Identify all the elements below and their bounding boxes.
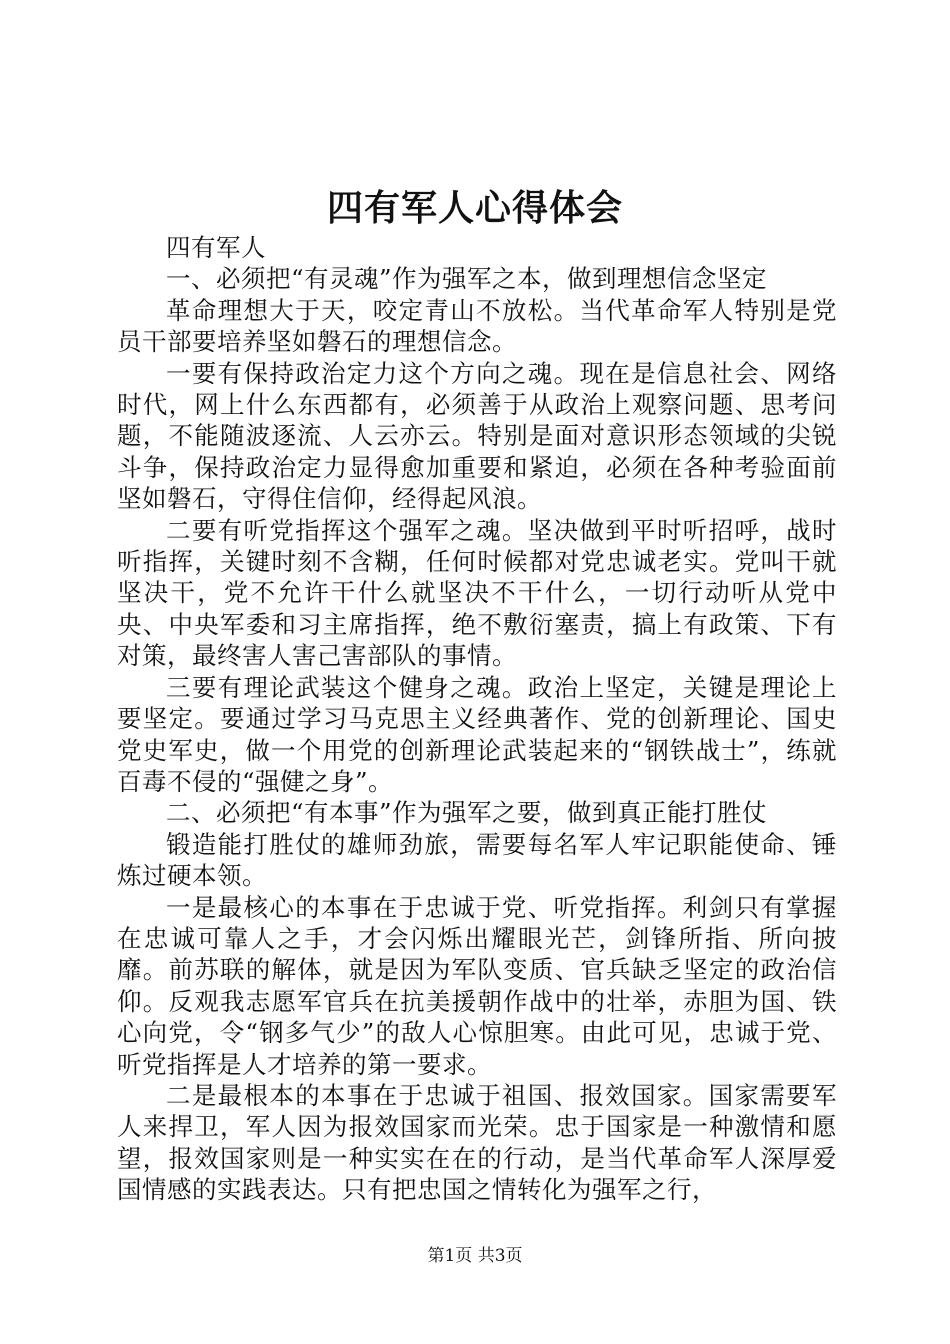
paragraph: 锻造能打胜仗的雄师劲旅，需要每名军人牢记职能使命、锤炼过硬本领。 (117, 829, 837, 891)
paragraph: 一是最核心的本事在于忠诚于党、听党指挥。利剑只有掌握在忠诚可靠人之手，才会闪烁出耀眼光芒，剑锋所指、所向披靡。前苏联的解体，就是因为军队变质、官兵缺乏坚定的政治信仰。反观我志愿军官兵在抗美援朝作战中的壮举，赤胆为国、铁心向党，令“钢多气少”的敌人心惊胆寒。由此可见，忠诚于党、听党指挥是人才培养的第一要求。 (117, 892, 837, 1079)
document-body (117, 232, 837, 1206)
document-title: 四有军人心得体会 (326, 187, 623, 229)
paragraph: 二要有听党指挥这个强军之魂。坚决做到平时听招呼，战时听指挥，关键时刻不含糊，任何时候都对党忠诚老实。党叫干就坚决干，党不允许干什么就坚决不干什么，一切行动听从党中央、中央军委和习主席指挥，绝不敷衍塞责，搞上有政策、下有对策，最终害人害己害部队的事情。 (117, 515, 837, 671)
paragraph: 三要有理论武装这个健身之魂。政治上坚定，关键是理论上要坚定。要通过学习马克思主义经典著作、党的创新理论、国史党史军史，做一个用党的创新理论武装起来的“钢铁战士”，练就百毒不侵的“强健之身”。 (117, 672, 837, 796)
paragraph: 四有军人 (166, 233, 266, 262)
paragraph: 一要有保持政治定力这个方向之魂。现在是信息社会、网络时代，网上什么东西都有，必须善于从政治上观察问题、思考问题，不能随波逐流、人云亦云。特别是面对意识形态领域的尖锐斗争，保持政治定力显得愈加重要和紧迫，必须在各种考验面前坚如磐石，守得住信仰，经得起风浪。 (117, 358, 837, 514)
paragraph: 革命理想大于天，咬定青山不放松。当代革命军人特别是党员干部要培养坚如磐石的理想信念。 (117, 295, 837, 357)
section-heading: 一、必须把“有灵魂”作为强军之本，做到理想信念坚定 (166, 264, 768, 294)
page-number-footer: 第1页 共3页 (427, 1246, 523, 1266)
section-heading: 二、必须把“有本事”作为强军之要，做到真正能打胜仗 (166, 798, 768, 828)
paragraph: 二是最根本的本事在于忠诚于祖国、报效国家。国家需要军人来捍卫，军人因为报效国家而光荣。忠于国家是一种激情和愿望，报效国家则是一种实实在在的行动，是当代革命军人深厚爱国情感的实践表达。只有把忠国之情转化为强军之行， (117, 1080, 837, 1205)
